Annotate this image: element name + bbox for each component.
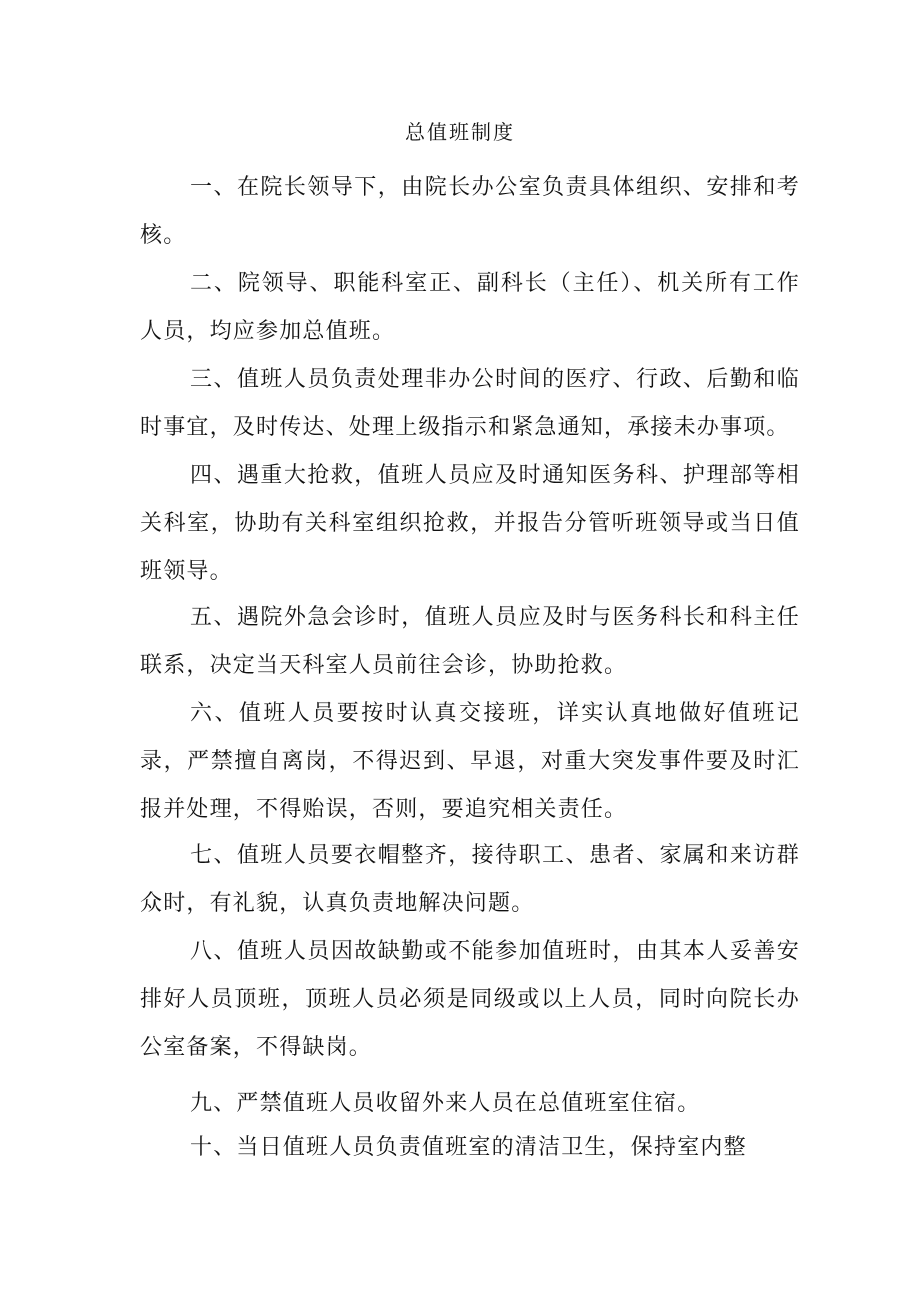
document-title: 总值班制度 bbox=[405, 120, 515, 144]
paragraph-9: 九、严禁值班人员收留外来人员在总值班室住宿。 bbox=[190, 1091, 701, 1116]
paragraph-3: 三、值班人员负责处理非办公时间的医疗、行政、后勤和临时事宜，及时传达、处理上级指示和紧急通知，承接未办事项。 bbox=[140, 367, 800, 440]
paragraph-4: 四、遇重大抢救，值班人员应及时通知医务科、护理部等相关科室，协助有关科室组织抢救，并报告分管听班领导或当日值班领导。 bbox=[140, 463, 800, 584]
paragraph-1: 一、在院长领导下，由院长办公室负责具体组织、安排和考核。 bbox=[140, 175, 800, 248]
paragraph-8: 八、值班人员因故缺勤或不能参加值班时，由其本人妥善安排好人员顶班，顶班人员必须是同级或以上人员，同时向院长办公室备案，不得缺岗。 bbox=[140, 939, 800, 1060]
paragraph-5: 五、遇院外急会诊时，值班人员应及时与医务科长和科主任联系，决定当天科室人员前往会诊，协助抢救。 bbox=[140, 605, 800, 678]
paragraph-10: 十、当日值班人员负责值班室的清洁卫生，保持室内整 bbox=[190, 1135, 747, 1160]
paragraph-6: 六、值班人员要按时认真交接班，详实认真地做好值班记录，严禁擅自离岗，不得迟到、早退，对重大突发事件要及时汇报并处理，不得贻误，否则，要追究相关责任。 bbox=[140, 701, 800, 822]
paragraph-2: 二、院领导、职能科室正、副科长（主任）、机关所有工作人员，均应参加总值班。 bbox=[140, 271, 800, 344]
paragraph-7: 七、值班人员要衣帽整齐，接待职工、患者、家属和来访群众时，有礼貌，认真负责地解决问题。 bbox=[140, 843, 800, 916]
